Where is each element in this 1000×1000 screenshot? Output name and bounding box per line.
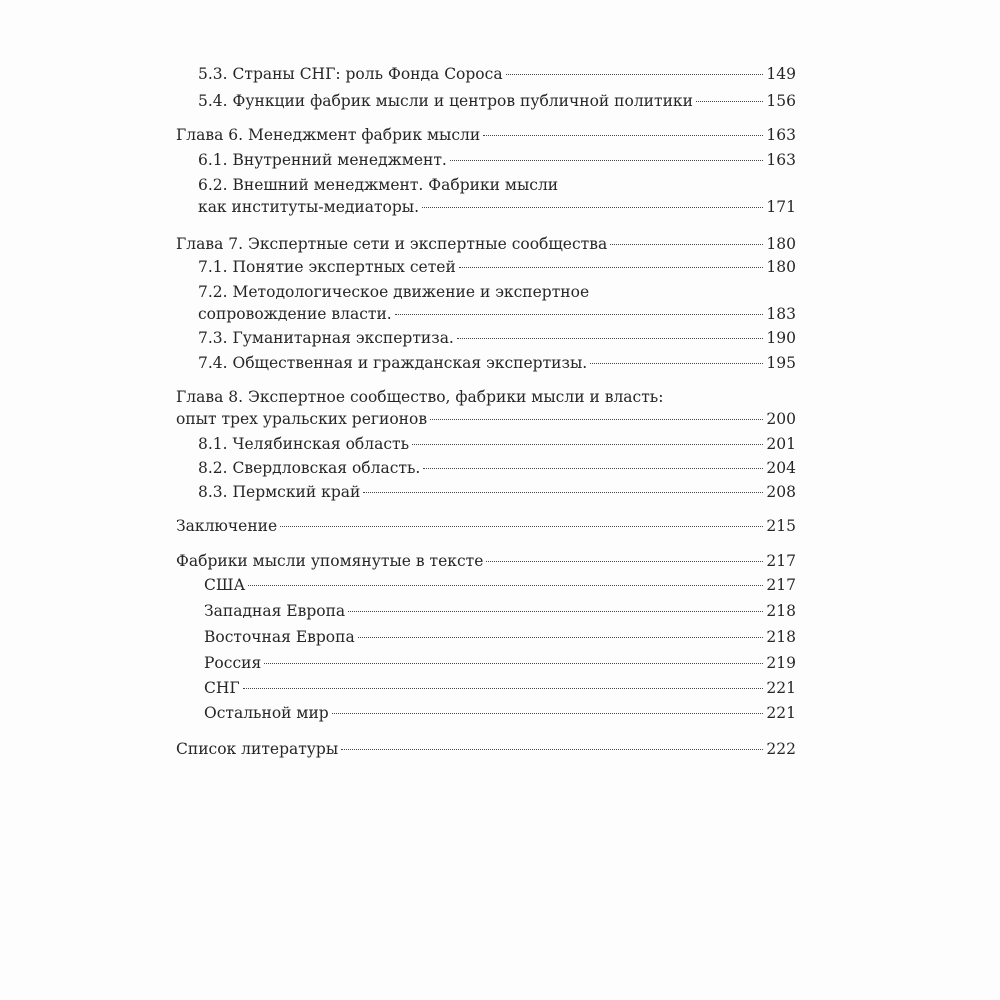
toc-entry-title: 7.4. Общественная и гражданская экспертизы. xyxy=(198,354,588,372)
dot-leader xyxy=(243,688,764,689)
dot-leader xyxy=(483,135,763,136)
toc-entry-title: Западная Европа xyxy=(204,602,346,620)
toc-entry-page: 180 xyxy=(766,258,796,276)
toc-entry-title: 8.3. Пермский край xyxy=(198,483,361,501)
toc-entry-page: 201 xyxy=(766,435,796,453)
dot-leader xyxy=(348,611,763,612)
dot-leader xyxy=(430,419,763,420)
toc-entry-page: 221 xyxy=(766,704,796,722)
toc-entry-8-3 xyxy=(198,481,796,503)
dot-leader xyxy=(264,663,763,664)
toc-entry-title: Заключение xyxy=(176,517,278,535)
toc-entry-6-2 xyxy=(198,174,796,218)
toc-entry-page: 219 xyxy=(766,654,796,672)
toc-entry-title: Россия xyxy=(204,654,262,672)
toc-entry-cis xyxy=(204,677,796,699)
toc-entry-page: 200 xyxy=(766,410,796,428)
toc-entry-title-line1: Глава 8. Экспертное сообщество, фабрики мысли и власть: xyxy=(176,388,664,406)
toc-entry-title: 8.2. Свердловская область. xyxy=(198,459,421,477)
toc-entry-title: 5.3. Страны СНГ: роль Фонда Сороса xyxy=(198,65,503,83)
toc-entry-title-line1: 6.2. Внешний менеджмент. Фабрики мысли xyxy=(198,176,559,194)
toc-entry-8-2 xyxy=(198,457,796,479)
toc-entry-page: 190 xyxy=(766,329,796,347)
dot-leader xyxy=(363,492,763,493)
dot-leader xyxy=(248,585,763,586)
toc-entry-7-2 xyxy=(198,281,796,325)
dot-leader xyxy=(395,314,764,315)
toc-entry-7-1 xyxy=(198,256,796,278)
toc-entry-title: сопровождение власти. xyxy=(198,305,392,323)
toc-entry-rest-of-world xyxy=(204,702,796,724)
toc-entry-page: 195 xyxy=(766,354,796,372)
toc-entry-page: 180 xyxy=(766,235,796,253)
dot-leader xyxy=(450,160,764,161)
dot-leader xyxy=(590,363,763,364)
dot-leader xyxy=(696,101,763,102)
toc-entry-title: 6.1. Внутренний менеджмент. xyxy=(198,151,447,169)
toc-entry-6-1 xyxy=(198,149,796,171)
toc-entry-title: 7.3. Гуманитарная экспертиза. xyxy=(198,329,454,347)
toc-entry-5-3 xyxy=(198,63,796,85)
toc-entry-page: 218 xyxy=(766,628,796,646)
toc-entry-title-line1: 7.2. Методологическое движение и экспертное xyxy=(198,283,590,301)
toc-entry-page: 222 xyxy=(766,740,796,758)
dot-leader xyxy=(457,338,764,339)
toc-entry-title: Остальной мир xyxy=(204,704,329,722)
dot-leader xyxy=(486,561,763,562)
toc-entry-page: 204 xyxy=(766,459,796,477)
toc-entry-page: 218 xyxy=(766,602,796,620)
toc-entry-5-4 xyxy=(198,90,796,112)
dot-leader xyxy=(422,207,763,208)
toc-entry-page: 183 xyxy=(766,305,796,323)
toc-entry-title: Глава 7. Экспертные сети и экспертные сообщества xyxy=(176,235,608,253)
toc-entry-page: 208 xyxy=(766,483,796,501)
toc-entry-title: Восточная Европа xyxy=(204,628,355,646)
toc-entry-page: 171 xyxy=(766,198,796,216)
toc-entry-think-tanks xyxy=(176,550,796,572)
toc-entry-russia xyxy=(204,652,796,674)
dot-leader xyxy=(280,526,763,527)
toc-entry-title: 8.1. Челябинская область xyxy=(198,435,410,453)
dot-leader xyxy=(459,267,764,268)
toc-entry-page: 221 xyxy=(766,679,796,697)
toc-entry-title: 5.4. Функции фабрик мысли и центров публичной политики xyxy=(198,92,693,110)
toc-entry-page: 156 xyxy=(766,92,796,110)
toc-entry-page: 163 xyxy=(766,126,796,144)
toc-entry-title: опыт трех уральских регионов xyxy=(176,410,428,428)
toc-entry-bibliography xyxy=(176,738,796,760)
dot-leader xyxy=(341,749,763,750)
toc-entry-page: 149 xyxy=(766,65,796,83)
toc-entry-chapter-8 xyxy=(176,386,796,430)
toc-entry-title: Глава 6. Менеджмент фабрик мысли xyxy=(176,126,481,144)
toc-entry-eastern-europe xyxy=(204,626,796,648)
toc-entry-page: 217 xyxy=(766,576,796,594)
toc-entry-page: 163 xyxy=(766,151,796,169)
dot-leader xyxy=(332,713,764,714)
dot-leader xyxy=(610,244,763,245)
toc-entry-title: Список литературы xyxy=(176,740,339,758)
toc-entry-chapter-6 xyxy=(176,124,796,146)
toc-entry-title: как институты-медиаторы. xyxy=(198,198,420,216)
toc-entry-7-3 xyxy=(198,327,796,349)
dot-leader xyxy=(506,74,764,75)
toc-entry-chapter-7 xyxy=(176,233,796,255)
toc-entry-title: 7.1. Понятие экспертных сетей xyxy=(198,258,456,276)
toc-entry-8-1 xyxy=(198,433,796,455)
toc-entry-western-europe xyxy=(204,600,796,622)
dot-leader xyxy=(358,637,764,638)
toc-entry-7-4 xyxy=(198,352,796,374)
toc-entry-title: США xyxy=(204,576,246,594)
toc-entry-page: 217 xyxy=(766,552,796,570)
toc-entry-title: СНГ xyxy=(204,679,240,697)
toc-entry-usa xyxy=(204,574,796,596)
toc-entry-page: 215 xyxy=(766,517,796,535)
dot-leader xyxy=(412,444,763,445)
toc-entry-conclusion xyxy=(176,515,796,537)
dot-leader xyxy=(423,468,763,469)
toc-entry-title: Фабрики мысли упомянутые в тексте xyxy=(176,552,484,570)
